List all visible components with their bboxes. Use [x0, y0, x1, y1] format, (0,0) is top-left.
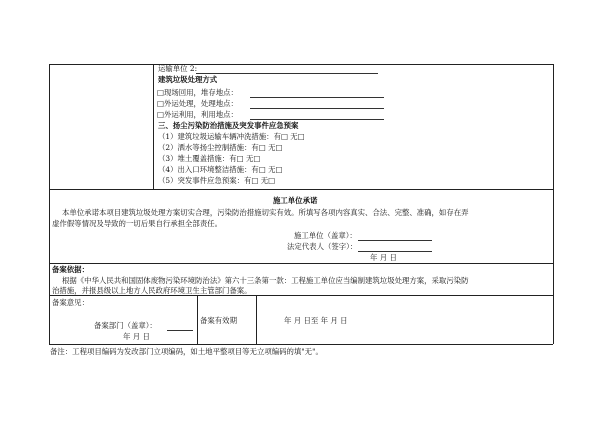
disposal-option-reuse[interactable]: □现场回用，堆存地点：	[157, 88, 238, 97]
filing-dept-label: 备案部门（盖章）：	[94, 321, 157, 330]
filing-dept-line	[167, 330, 193, 331]
disposal-option-transport[interactable]: □外运处理，处理地点：	[157, 99, 238, 108]
dust-item-vehicle-wash[interactable]: （1）建筑垃圾运输车辆冲洗措施：有□ 无□	[158, 132, 305, 141]
table-bottom-border	[49, 344, 553, 345]
footer-note: 备注：工程项目编码为发改部门立项编码，如土地平整项目等无立项编码的填"无"。	[50, 347, 323, 356]
dust-control-title: 三、扬尘污染防治措施及突发事件应急预案	[158, 121, 299, 130]
dust-item-entrance-clean[interactable]: （4）出入口环境整洁措施：有□ 无□	[158, 165, 283, 174]
filing-opinion-label: 备案意见：	[52, 298, 89, 307]
dust-item-water-spray[interactable]: （2）洒水等扬尘控制措施：有□ 无□	[158, 143, 283, 152]
construction-unit-label: 施工单位（盖章）：	[294, 231, 357, 240]
disposal-transport-line	[250, 108, 384, 109]
label-column-divider	[153, 64, 154, 189]
legal-rep-label: 法定代表人（签字）：	[287, 242, 358, 251]
divider-before-commitment	[49, 189, 553, 190]
filing-column-divider	[197, 295, 198, 344]
commitment-text-line2: 虚作假等情况及导致的一切后果自行承担全部责任。	[52, 219, 222, 228]
filing-validity-value: 年 月 日至 年 月 日	[284, 316, 348, 325]
disposal-utilize-line	[250, 119, 384, 120]
commitment-title: 施工单位承诺	[273, 196, 318, 205]
filing-dept-date: 年 月 日	[123, 332, 150, 341]
construction-unit-line	[358, 240, 432, 241]
legal-rep-line	[358, 251, 432, 252]
divider-before-filing	[49, 295, 553, 296]
table-left-border	[49, 64, 50, 344]
filing-validity-label: 备案有效期	[200, 316, 237, 325]
transport-unit-2-label: 运输单位 2:	[158, 64, 198, 73]
transport-unit-2-line	[196, 73, 378, 74]
disposal-title: 建筑垃圾处理方式	[158, 75, 218, 84]
commitment-text-line1: 本单位承诺本项目建筑垃圾处理方案切实合理，污染防治措施切实有效。所填写各项内容真实、合法、完整、准确，如存在弄	[62, 208, 469, 217]
disposal-reuse-line	[250, 97, 384, 98]
dust-item-soil-cover[interactable]: （3）堆土覆盖措施：有□ 无□	[158, 154, 261, 163]
table-right-border	[553, 64, 554, 344]
validity-column-divider	[256, 295, 257, 344]
divider-before-basis	[49, 263, 553, 264]
disposal-option-utilize[interactable]: □外运利用，利用地点：	[157, 110, 238, 119]
basis-title: 备案依据：	[52, 265, 89, 274]
basis-text-line1: 根据《中华人民共和国固体废物污染环境防治法》第六十三条第一款：工程施工单位应当编制建筑垃圾处理方案，采取污染防	[62, 276, 469, 285]
commitment-date: 年 月 日	[370, 253, 397, 262]
basis-text-line2: 治措施，并报县级以上地方人民政府环境卫生主管部门备案。	[52, 286, 252, 295]
dust-item-emergency-plan[interactable]: （5）突发事件应急预案：有□ 无□	[158, 176, 276, 185]
table-top-border	[49, 64, 553, 65]
